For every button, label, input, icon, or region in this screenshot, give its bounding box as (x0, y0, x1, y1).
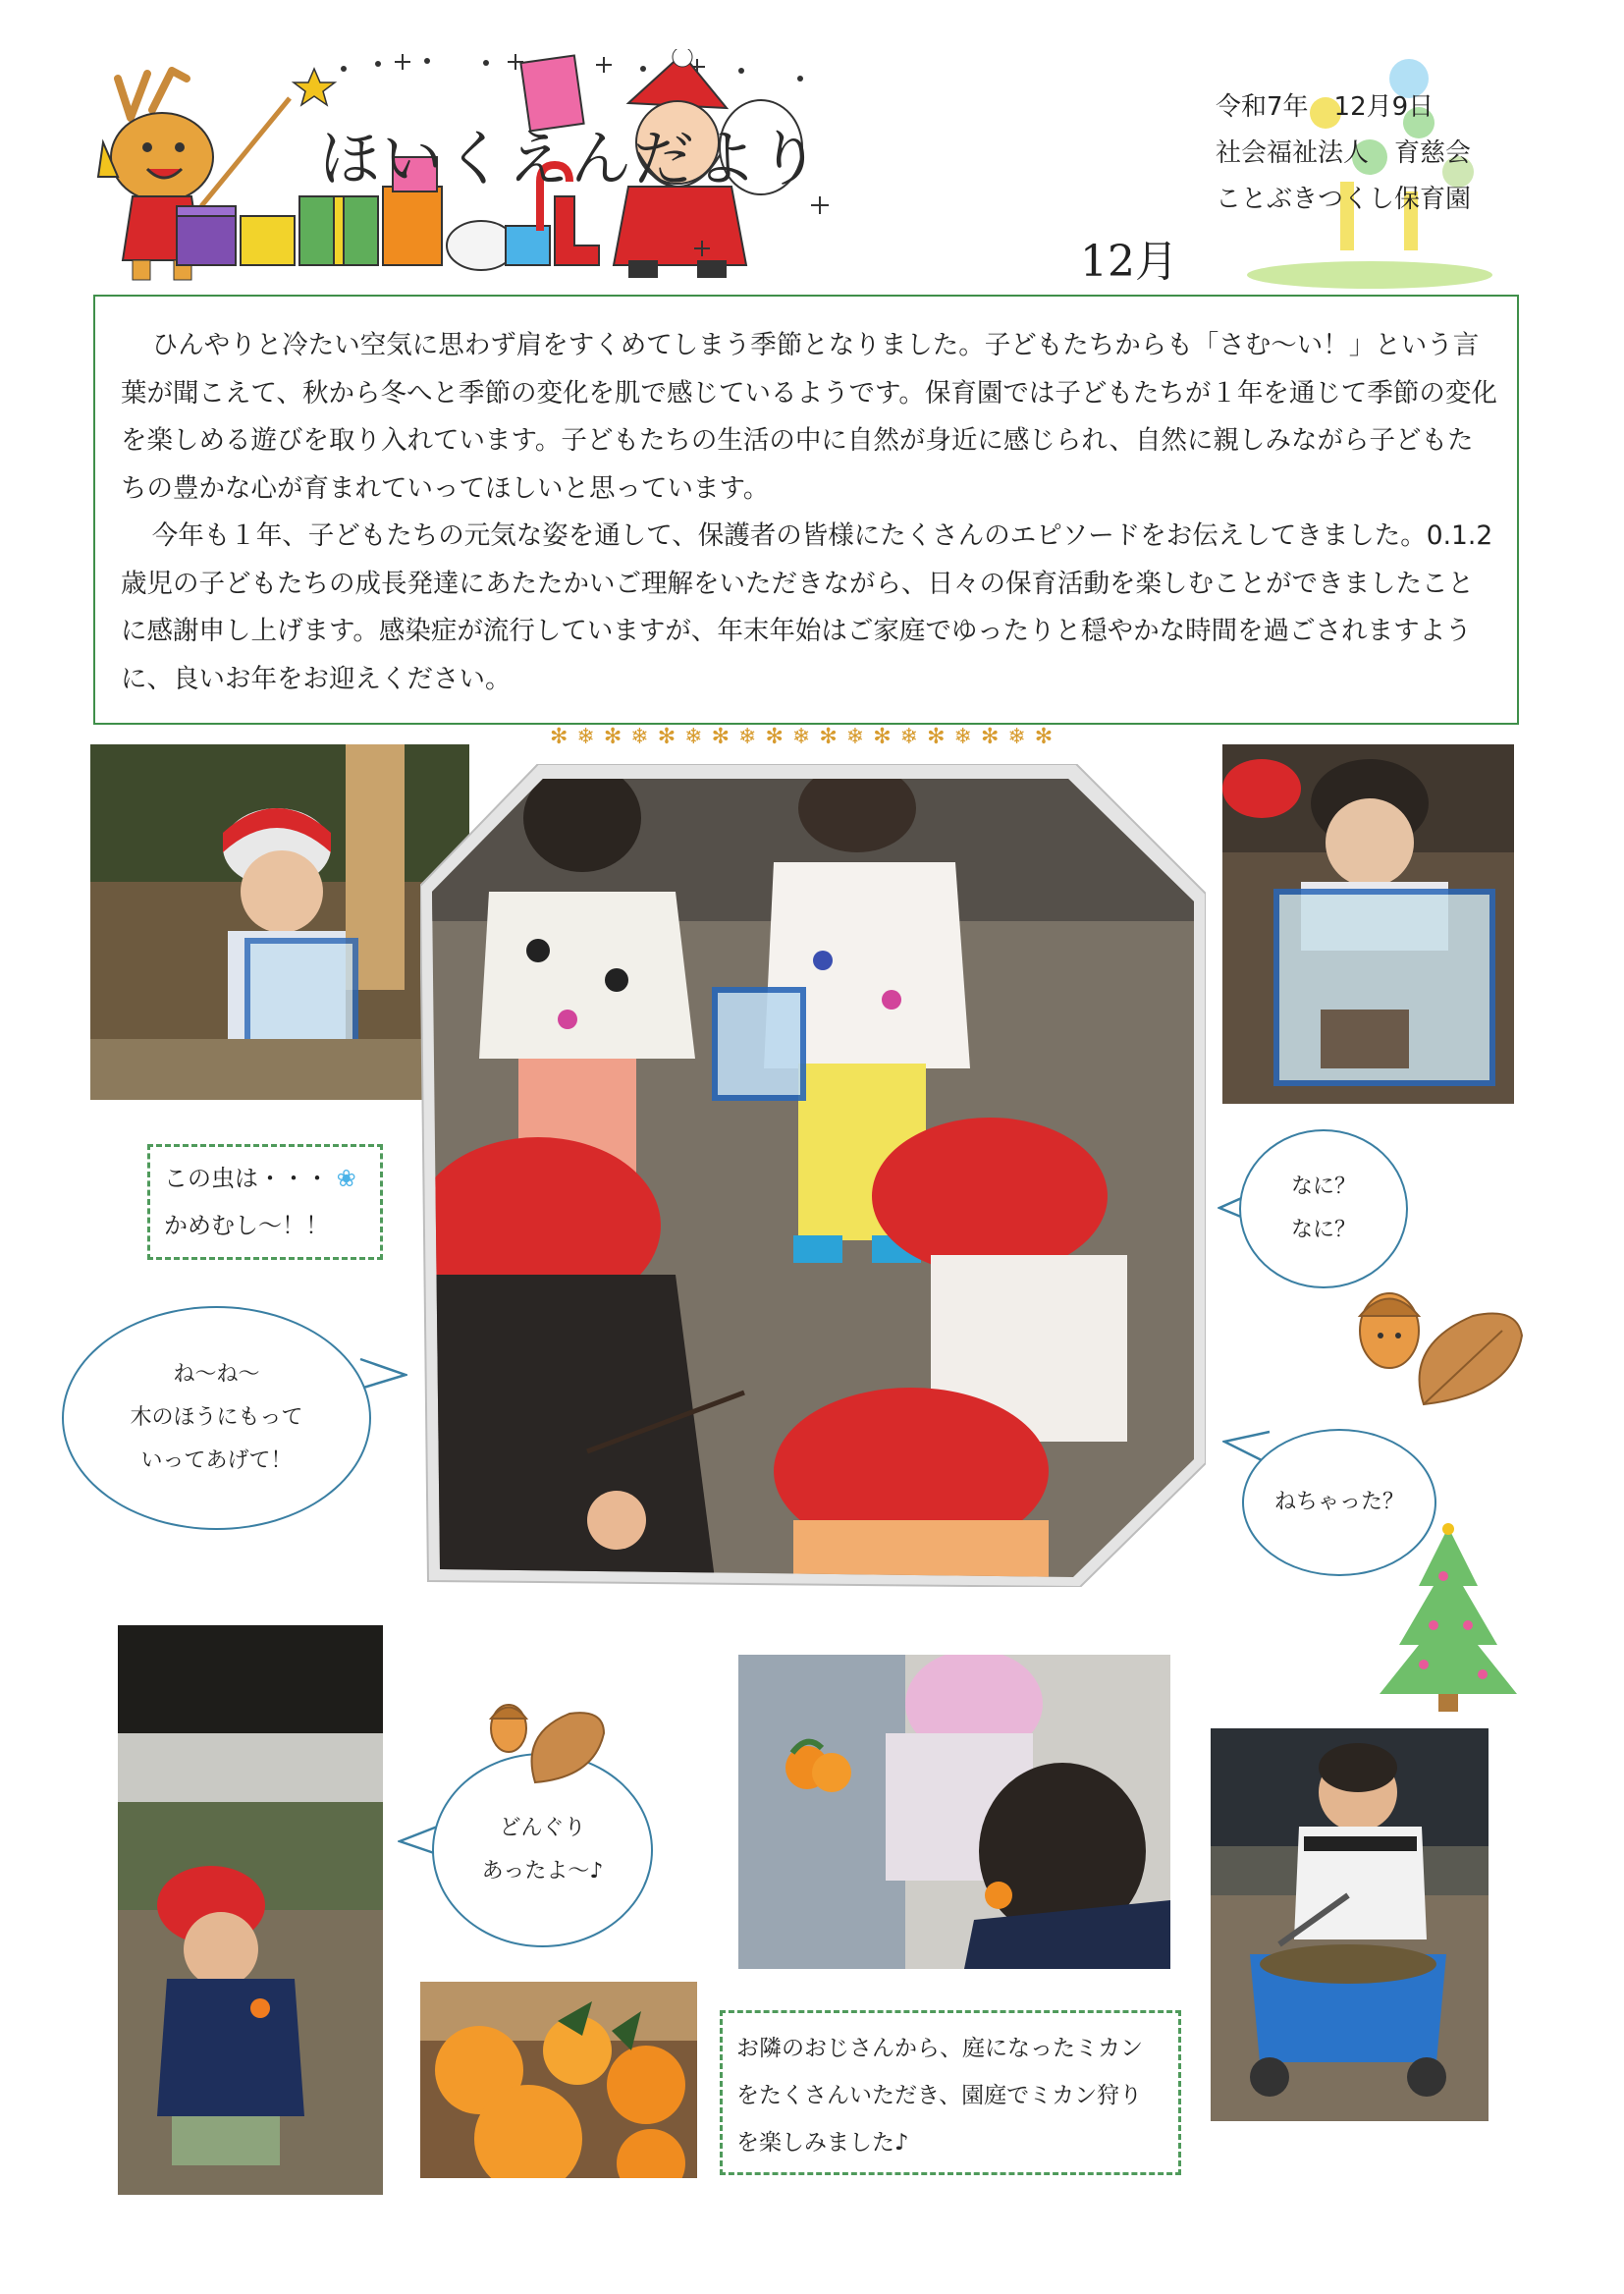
photo-frame-octagon (420, 764, 1206, 1587)
school-name: ことぶきつくし保育園 (1216, 185, 1472, 214)
snowflake-divider: ✻❄✻❄✻❄✻❄✻❄✻❄✻❄✻❄✻❄✻ (550, 725, 1062, 749)
issue-date: 令和7年 12月9日 (1216, 92, 1435, 122)
bubble-donguri: どんぐり あったよ～♪ (432, 1753, 653, 1947)
pillbug-icon: ❀ (336, 1165, 356, 1192)
photo-mikan-closeup (420, 1982, 697, 2178)
bubble-nani: なに？ なに？ (1239, 1129, 1408, 1288)
bug-callout-line2: かめむし～！！ (164, 1212, 329, 1239)
intro-paragraph-2: 今年も１年、子どもたちの元気な姿を通して、保護者の皆様にたくさんのエピソードをお伝えしてきました。0.1.2 歳児の子どもたちの成長発達にあたたかいご理解をいただきながら、日々の保育活動を楽しむことができましたことに感謝申し上げます。感染症が流行していますが、年末年始はご家庭でゆったりと穏やかな時間を過ごされますように、良いお年をお迎えください。 (121, 520, 1493, 694)
photo-child-with-bag (90, 744, 469, 1100)
photo-mikan-picking (738, 1655, 1170, 1969)
month-label: 12月 (1080, 237, 1178, 287)
organization-name: 社会福祉法人 育慈会 (1216, 138, 1472, 168)
newsletter-title: ほいくえんだより (319, 123, 823, 194)
photo-child-holding-bag (1222, 744, 1514, 1104)
intro-message-box (93, 295, 1519, 725)
bug-callout-box (147, 1144, 383, 1260)
mikan-callout-box (720, 2010, 1181, 2175)
bug-callout-line1: この虫は・・・ ❀ (164, 1165, 356, 1192)
photo-child-in-garden (118, 1625, 383, 2195)
christmas-tree-illustration (1375, 1517, 1522, 1714)
intro-paragraph-1: ひんやりと冷たい空気に思わず肩をすくめてしまう季節となりました。子どもたちからも「さむ～い！」という言葉が聞こえて、秋から冬へと季節の変化を肌で感じているようです。保育園では子どもたちが１年を通じて季節の変化を楽しめる遊びを取り入れています。子どもたちの生活の中に自然が身近に感じられ、自然に親しみながら子どもたちの豊かな心が育まれていってほしいと思っています。 (121, 330, 1497, 504)
mikan-callout-text: お隣のおじさんから、庭になったミカンをたくさんいただき、園庭でミカン狩りを楽しみました♪ (736, 2036, 1143, 2156)
acorn-leaf-small-illustration (481, 1694, 609, 1792)
bubble-nechatta: ねちゃった？ (1242, 1429, 1436, 1576)
bubble-nene: ね～ね～ 木のほうにもって いってあげて！ (62, 1306, 371, 1530)
photo-child-with-cart (1211, 1728, 1489, 2121)
acorn-leaf-illustration (1345, 1277, 1532, 1424)
